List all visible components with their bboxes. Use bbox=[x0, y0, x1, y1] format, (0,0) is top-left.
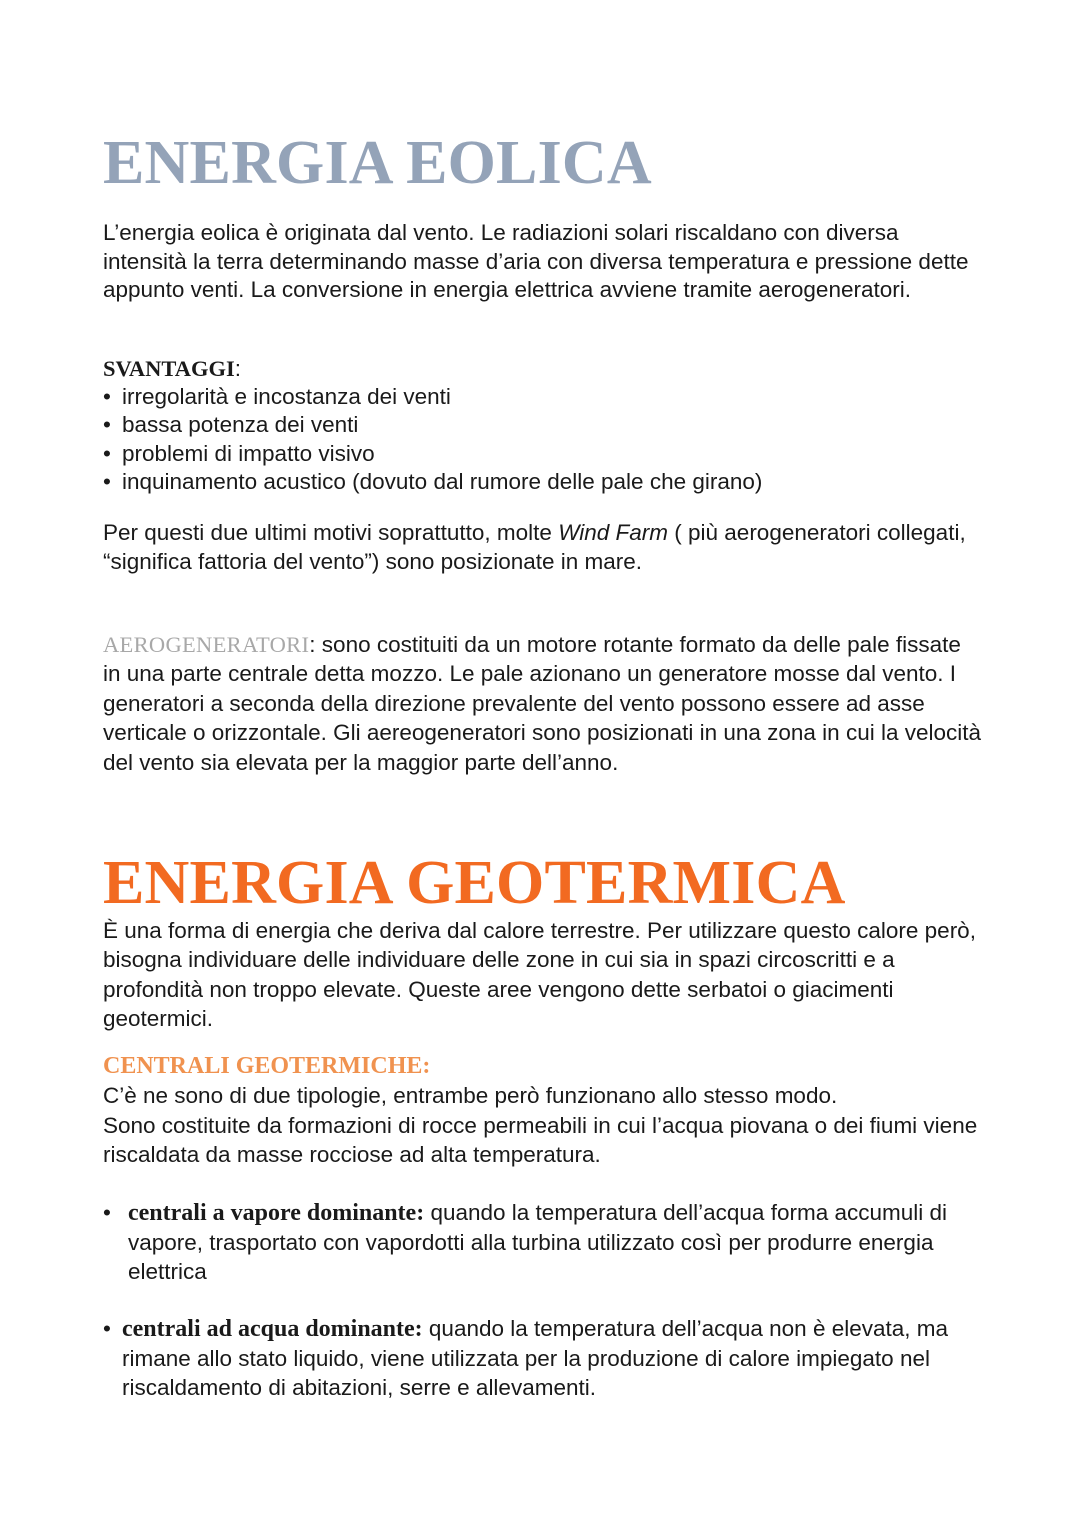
centrali-line-1: C’è ne sono di due tipologie, entrambe però funzionano allo stesso modo. bbox=[103, 1083, 838, 1109]
vapore-paragraph bbox=[128, 1198, 958, 1286]
centrali-heading: CENTRALI GEOTERMICHE: bbox=[103, 1053, 431, 1079]
svantaggi-section bbox=[103, 355, 983, 497]
aerogeneratori-text: : sono costituiti da un motore rotante formato da delle pale fissate in una parte centrale detta mozzo. Le pale azionano un generatore mosse dal vento. I generatori a seconda della direzione prevalente del vento possono essere ad asse verticale o orizzontale. Gli aereogeneratori sono posizionati in una zona in cui la velocità del vento sia elevata per la maggior parte dell’anno. bbox=[103, 632, 982, 775]
geotermica-intro-paragraph: È una forma di energia che deriva dal calore terrestre. Per utilizzare questo calore però, bisogna individuare delle individuare delle zone in cui sia in spazi circoscritti e a profondità non troppo elevate. Queste aree vengono dette serbatoi o giacimenti geotermici. bbox=[103, 918, 976, 1031]
title-energia-eolica: ENERGIA EOLICA bbox=[103, 129, 652, 197]
bullet-dot-icon: • bbox=[103, 1316, 111, 1341]
acqua-label: centrali ad acqua dominante: bbox=[122, 1316, 423, 1342]
eolica-intro-paragraph: L’energia eolica è originata dal vento. Le radiazioni solari riscaldano con diversa intensità la terra determinando masse d’aria con diversa temperatura e pressione dette appunto venti. La conversione in energia elettrica avviene tramite aerogeneratori. bbox=[103, 220, 969, 302]
centrali-section bbox=[103, 1052, 983, 1169]
svantaggi-list bbox=[103, 383, 983, 497]
vapore-text: quando la temperatura dell’acqua forma accumuli di vapore, trasportato con vapordotti alla turbina utilizzato così per produrre energia elettrica bbox=[128, 1200, 947, 1284]
svantaggi-heading bbox=[103, 355, 983, 384]
svantaggi-colon: : bbox=[234, 356, 241, 381]
title-energia-geotermica: ENERGIA GEOTERMICA bbox=[103, 849, 846, 917]
list-item: • irregolarità e incostanza dei venti bbox=[103, 383, 983, 412]
wind-farm-text-pre: Per questi due ultimi motivi soprattutto, molte bbox=[103, 520, 559, 545]
list-item: • problemi di impatto visivo bbox=[103, 440, 983, 469]
acqua-paragraph bbox=[122, 1314, 972, 1402]
acqua-text: quando la temperatura dell’acqua non è elevata, ma rimane allo stato liquido, viene utilizzata per la produzione di calore impiegato nel riscaldamento di abitazioni, serre e allevamenti. bbox=[122, 1316, 949, 1400]
centrali-line-2: Sono costituite da formazioni di rocce permeabili in cui l’acqua piovana o dei fiumi viene riscaldata da masse rocciose ad alta temperatura. bbox=[103, 1112, 978, 1167]
list-item: • bassa potenza dei venti bbox=[103, 411, 983, 440]
bullet-acqua-dominante bbox=[103, 1314, 983, 1404]
vapore-label: centrali a vapore dominante: bbox=[128, 1200, 425, 1226]
wind-farm-term: Wind Farm bbox=[558, 520, 669, 545]
svantaggi-label: SVANTAGGI bbox=[103, 356, 235, 381]
aerogeneratori-label: AEROGENERATORI bbox=[103, 632, 310, 657]
wind-farm-paragraph bbox=[103, 519, 983, 576]
bullet-dot-icon: • bbox=[103, 1200, 111, 1225]
list-item: • inquinamento acustico (dovuto dal rumore delle pale che girano) bbox=[103, 468, 983, 497]
bullet-vapore-dominante bbox=[103, 1198, 983, 1288]
aerogeneratori-paragraph bbox=[103, 630, 983, 777]
wind-farm-text-post: ( più aerogeneratori collegati, “significa fattoria del vento”) sono posizionate in mare. bbox=[103, 520, 966, 574]
